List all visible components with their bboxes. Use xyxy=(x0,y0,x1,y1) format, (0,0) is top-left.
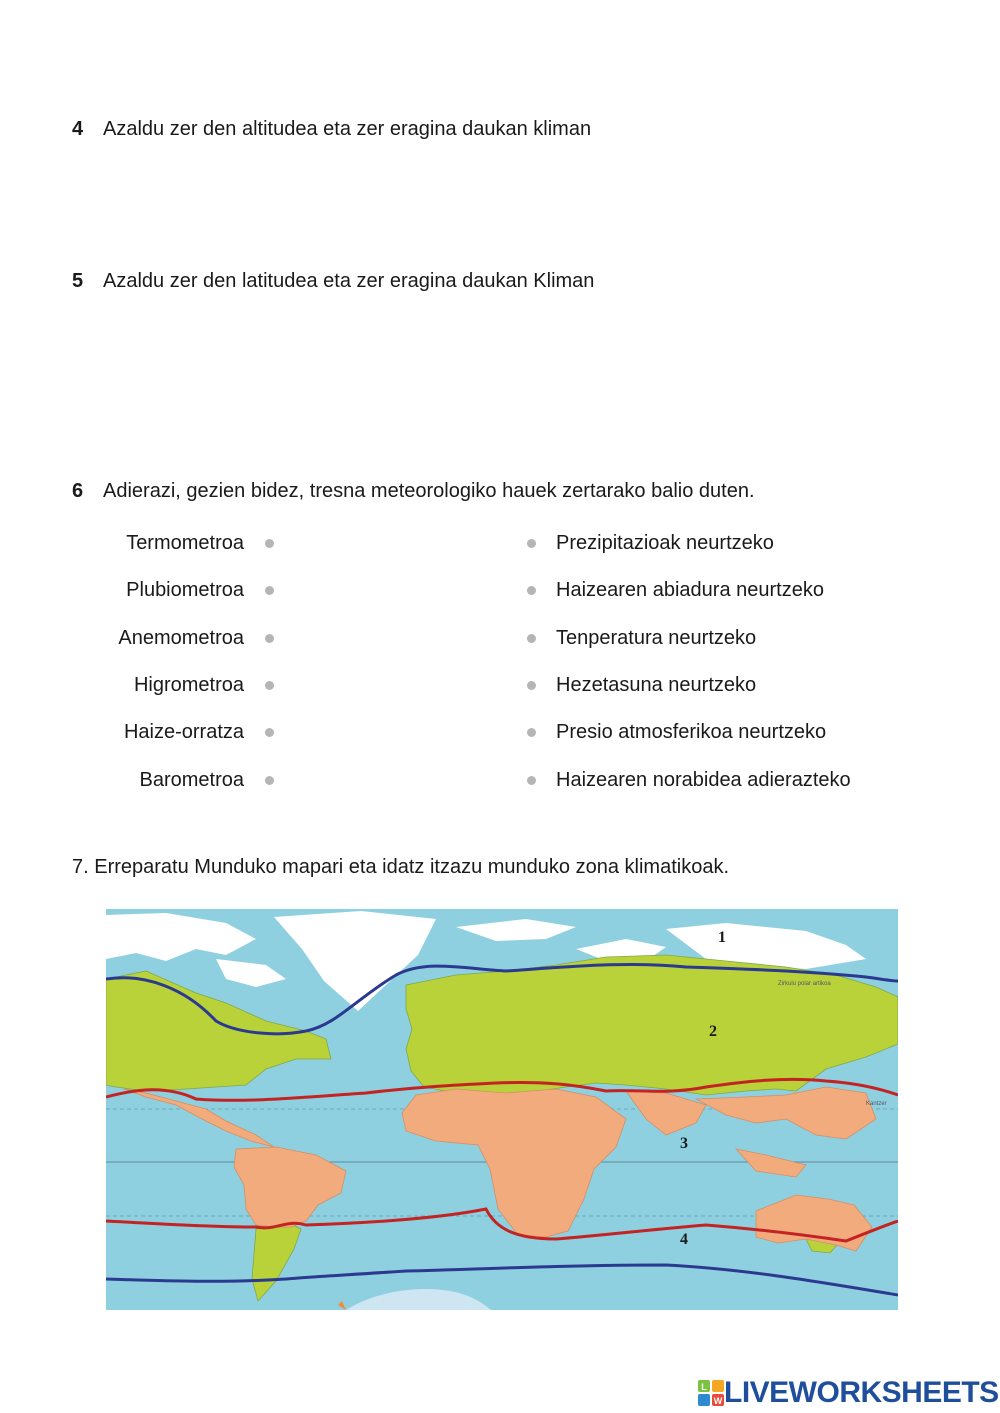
purpose-label: Presio atmosferikoa neurtzeko xyxy=(556,721,827,743)
instrument-label: Termometroa xyxy=(126,532,244,554)
line-label: Zirkulu polar artikoa xyxy=(778,981,831,987)
purpose-label: Haizearen abiadura neurtzeko xyxy=(556,579,824,601)
right-match-dot[interactable] xyxy=(527,634,536,643)
zone-label: 4 xyxy=(680,1231,688,1248)
left-match-dot[interactable] xyxy=(265,586,274,595)
left-match-dot[interactable] xyxy=(265,681,274,690)
question-text: Azaldu zer den latitudea eta zer eragina daukan Kliman xyxy=(103,270,595,292)
instrument-label: Barometroa xyxy=(139,769,244,791)
question-6 xyxy=(72,479,755,503)
purpose-label: Hezetasuna neurtzeko xyxy=(556,674,757,696)
left-match-dot[interactable] xyxy=(265,728,274,737)
instrument-label: Anemometroa xyxy=(118,627,244,649)
question-7 xyxy=(72,855,729,879)
instrument-label: Haize-orratza xyxy=(123,721,244,743)
zone-label: 1 xyxy=(718,929,726,946)
right-match-dot[interactable] xyxy=(527,776,536,785)
purpose-label: Prezipitazioak neurtzeko xyxy=(556,532,774,554)
liveworksheets-logo-icon xyxy=(698,1380,724,1406)
instrument-label: Plubiometroa xyxy=(126,579,244,601)
question-number: 5 xyxy=(72,270,84,292)
left-match-dot[interactable] xyxy=(265,776,274,785)
question-text: Adierazi, gezien bidez, tresna meteorologiko hauek zertarako balio duten. xyxy=(103,480,755,502)
question-5 xyxy=(72,269,594,293)
left-match-dot[interactable] xyxy=(265,539,274,548)
zone-label: 2 xyxy=(709,1023,717,1040)
instrument-label: Higrometroa xyxy=(133,674,244,696)
right-match-dot[interactable] xyxy=(527,728,536,737)
purpose-label: Tenperatura neurtzeko xyxy=(556,627,757,649)
line-label: Kantzer xyxy=(866,1101,887,1107)
right-match-dot[interactable] xyxy=(527,539,536,548)
question-4 xyxy=(72,117,591,141)
logo-letter: L xyxy=(701,1382,707,1392)
right-match-dot[interactable] xyxy=(527,586,536,595)
world-climate-map xyxy=(106,909,898,1310)
question-text: 7. Erreparatu Munduko mapari eta idatz itzazu munduko zona klimatikoak. xyxy=(72,856,730,878)
purpose-label: Haizearen norabidea adierazteko xyxy=(556,769,851,791)
right-match-dot[interactable] xyxy=(527,681,536,690)
zone-label: 3 xyxy=(680,1135,688,1152)
brand-name: LIVEWORKSHEETS xyxy=(724,1376,999,1409)
question-number: 6 xyxy=(72,480,84,502)
liveworksheets-logo xyxy=(698,1376,999,1410)
logo-letter: W xyxy=(713,1396,723,1406)
question-text: Azaldu zer den altitudea eta zer eragina daukan kliman xyxy=(103,118,592,140)
question-number: 4 xyxy=(72,118,84,140)
left-match-dot[interactable] xyxy=(265,634,274,643)
